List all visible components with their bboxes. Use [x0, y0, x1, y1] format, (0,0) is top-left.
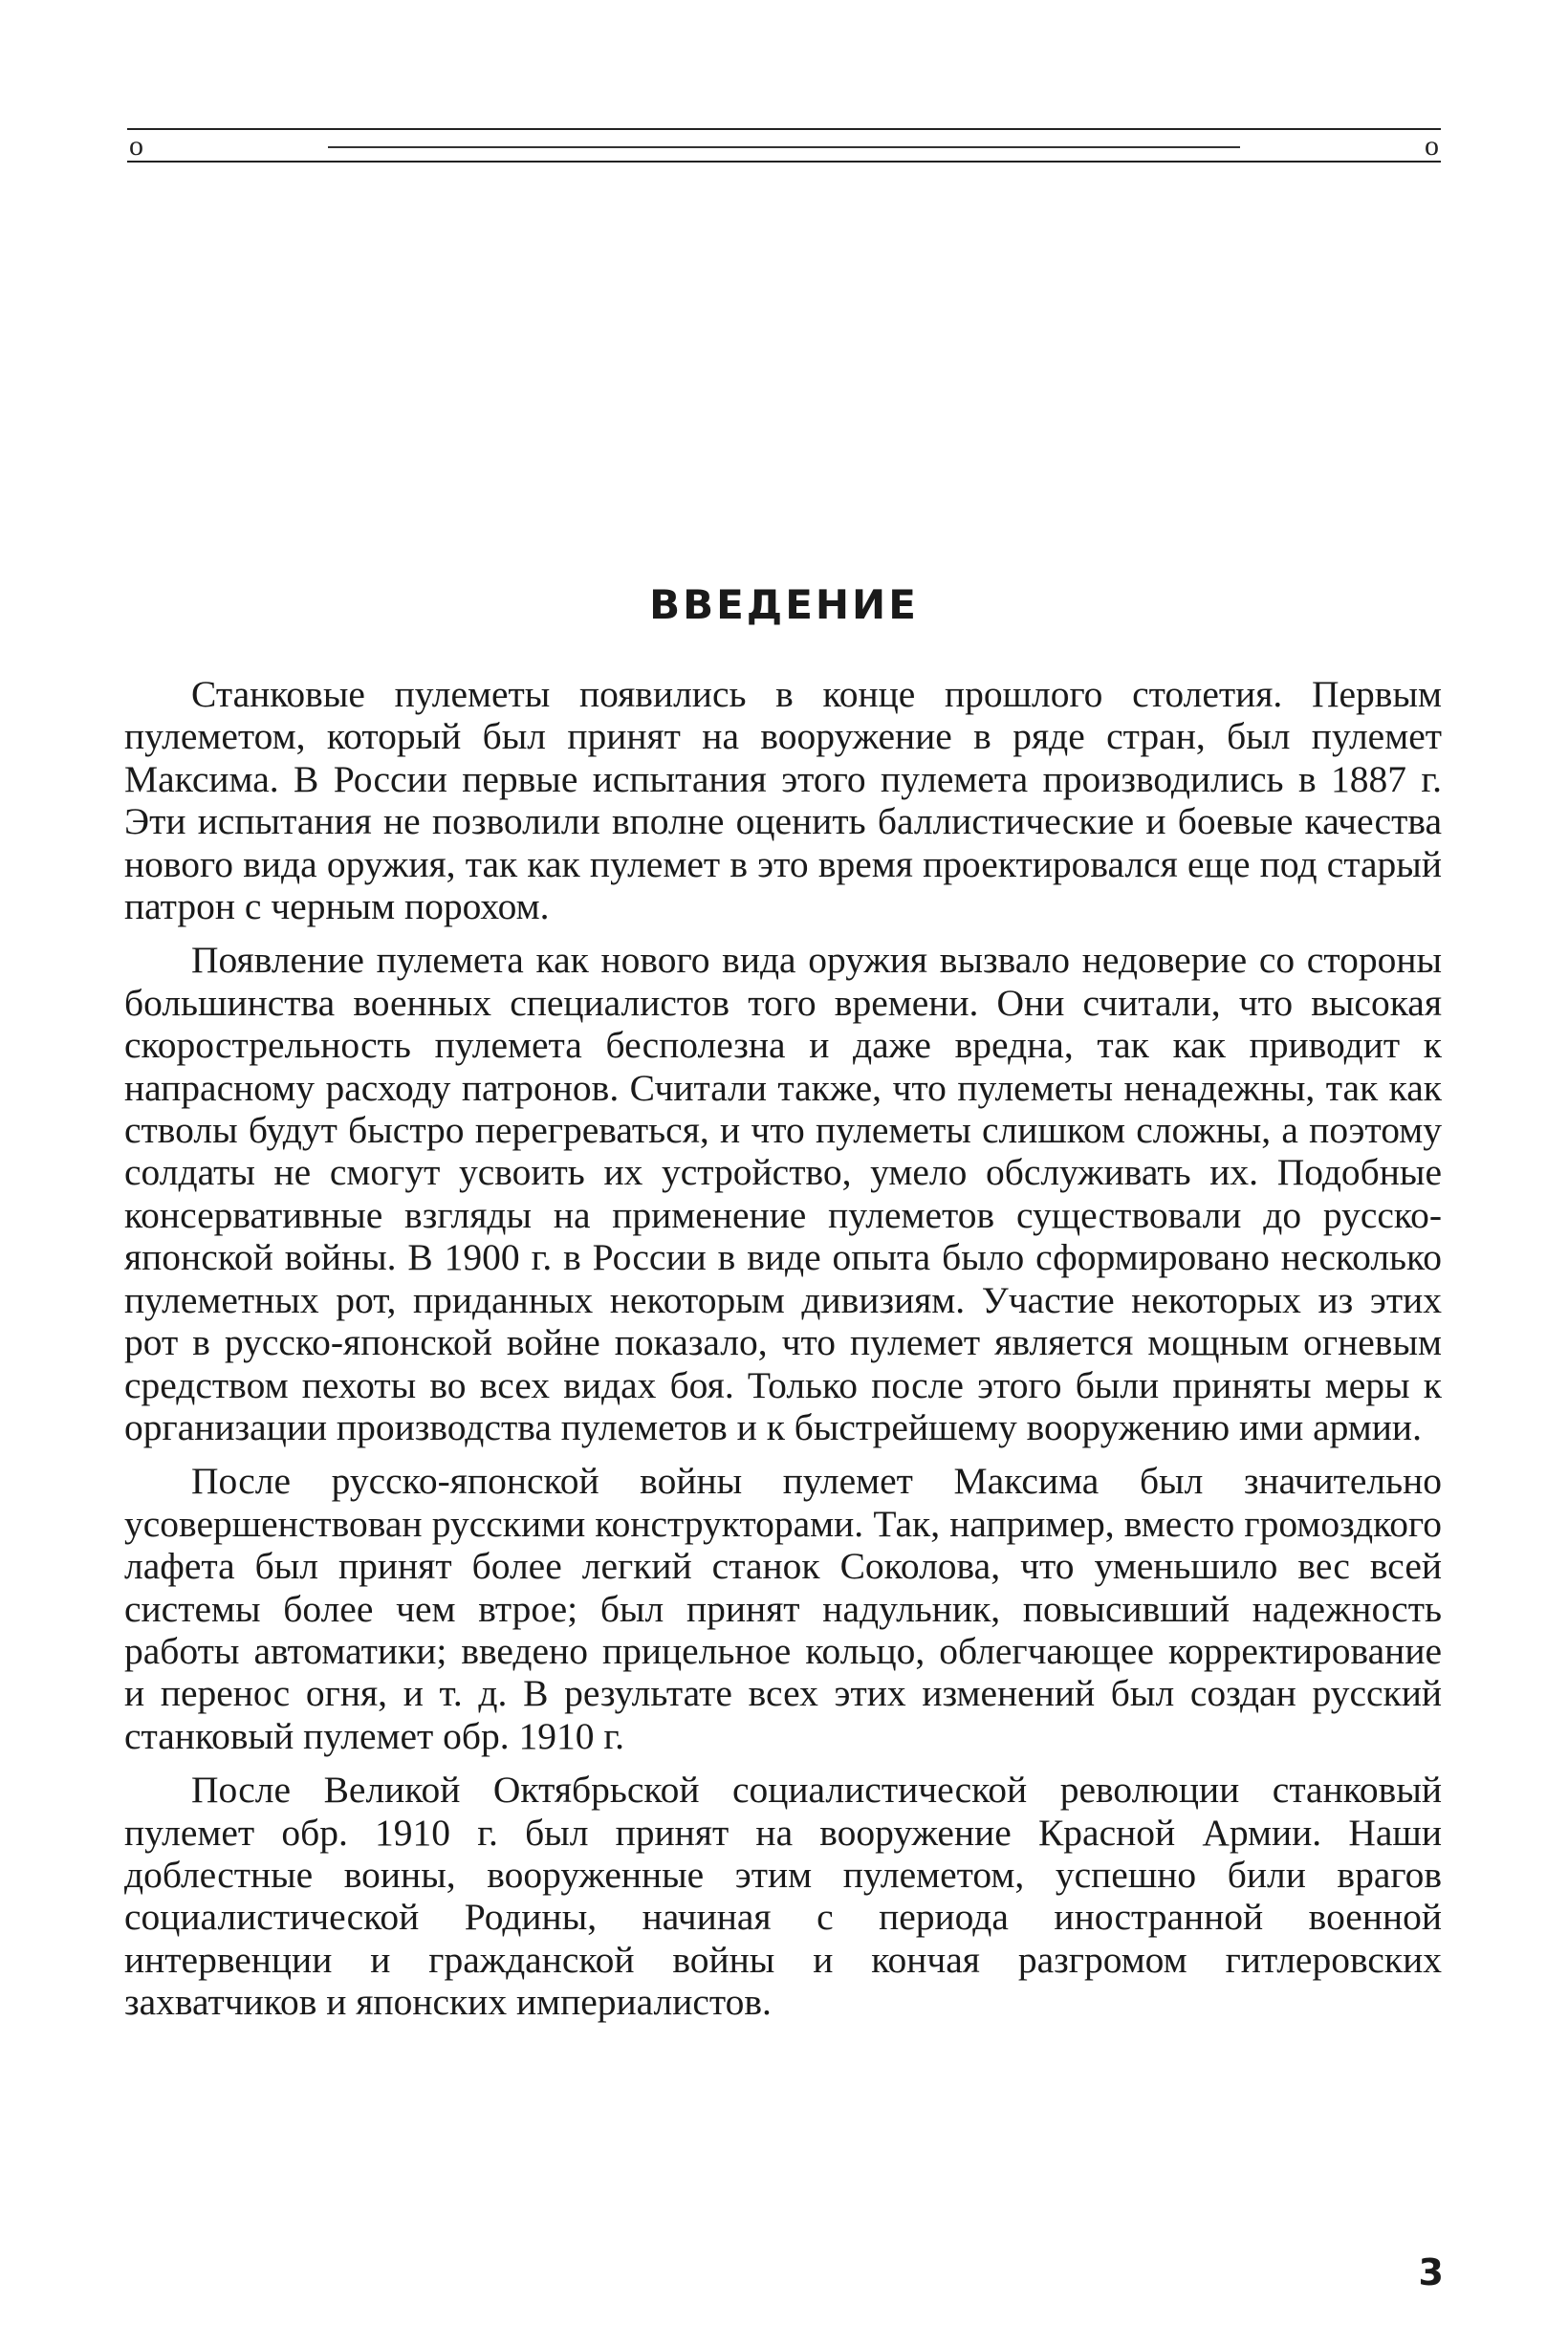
paragraph-1: Станковые пулеметы появились в конце прошлого столетия. Первым пулеметом, который был принят на вооружение в ряде стран, был пулемет Максима. В России первые испытания этого пулемета производились в 1887 г. Эти испытания не позволили вполне оценить баллистические и боевые качества нового вида оружия, так как пулемет в это время проектировался еще под старый патрон с черным порохом. [124, 673, 1442, 928]
header-top-line [127, 128, 1441, 130]
page-title: ВВЕДЕНИЕ [649, 581, 919, 628]
header-left-mark: o [129, 130, 143, 162]
header-middle-line [328, 146, 1240, 148]
page-number: 3 [1418, 2251, 1444, 2293]
header-bottom-line [127, 161, 1441, 163]
paragraph-3: После русско-японской войны пулемет Максима был значительно усовершенствован русскими конструкторами. Так, например, вместо громоздкого лафета был принят более легкий станок Соколова, что уменьшило вес всей системы более чем втрое; был принят надульник, повысивший надежность работы автоматики; введено прицельное кольцо, облегчающее корректирование и перенос огня, и т. д. В результате всех этих изменений был создан русский станковый пулемет обр. 1910 г. [124, 1460, 1442, 1757]
paragraph-2: Появление пулемета как нового вида оружия вызвало недоверие со стороны большинства военных специалистов того времени. Они считали, что высокая скорострельность пулемета бесполезна и даже вредна, так как приводит к напрасному расходу патронов. Считали также, что пулеметы ненадежны, так как стволы будут быстро перегреваться, и что пулеметы слишком сложны, а поэтому солдаты не смогут усвоить их устройство, умело обслуживать их. Подобные консервативные взгляды на применение пулеметов существовали до русско-японской войны. В 1900 г. в России в виде опыта было сформировано несколько пулеметных рот, приданных некоторым дивизиям. Участие некоторых из этих рот в русско-японской войне показало, что пулемет является мощным огневым средством пехоты во всех видах боя. Только после этого были приняты меры к организации производства пулеметов и к быстрейшему вооружению ими армии. [124, 939, 1442, 1448]
paragraph-4: После Великой Октябрьской социалистической революции станковый пулемет обр. 1910 г. был принят на вооружение Красной Армии. Наши доблестные воины, вооруженные этим пулеметом, успешно били врагов социалистической Родины, начиная с периода иностранной военной интервенции и гражданской войны и кончая разгромом гитлеровских захватчиков и японских империалистов. [124, 1769, 1442, 2024]
body-text [124, 673, 1442, 2035]
header-rule [127, 122, 1441, 164]
header-right-mark: o [1425, 130, 1439, 162]
